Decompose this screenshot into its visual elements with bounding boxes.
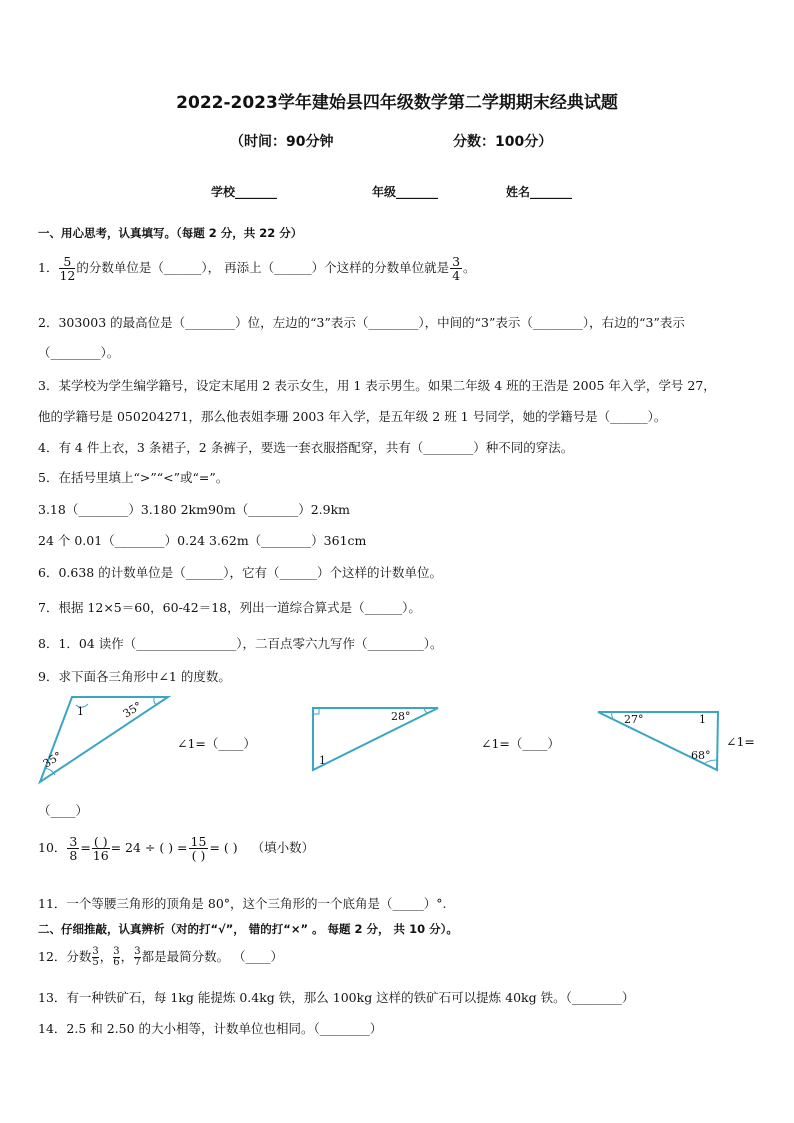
q1-fraction-b-num: 3 xyxy=(452,254,461,269)
section-1-heading: 一、用心思考，认真填写。（每题 2 分，共 22 分） xyxy=(38,226,303,240)
question-6: 6．0.638 的计数单位是（______），它有（______）个这样的计数单位。 xyxy=(38,565,442,580)
grade-field: 年级_______ xyxy=(372,185,439,199)
question-5-row-1: 3.18（________）3.180 2km90m（________）2.9km xyxy=(38,502,351,517)
triangle-1-label-c: 35° xyxy=(40,749,65,771)
question-9: 9．求下面各三角形中∠1 的度数。 xyxy=(38,669,231,684)
q12-label: 12．分数 xyxy=(38,949,92,964)
question-3-line-2: 他的学籍号是 050204271，那么他表姐李珊 2003 年入学，是五年级 2 班 1 号同学，她的学籍号是（______）。 xyxy=(38,409,667,424)
q10-fraction-2-num: ( ) xyxy=(93,834,108,849)
q10-fraction-2 xyxy=(92,835,110,862)
page-title: 2022-2023学年建始县四年级数学第二学期期末经典试题 xyxy=(176,93,618,113)
question-11: 11．一个等腰三角形的顶角是 80°，这个三角形的一个底角是（_____）°. xyxy=(38,896,447,911)
q1-number: 1． xyxy=(38,260,59,276)
question-8: 8．1．04 读作（________________），二百点零六九写作（_________）。 xyxy=(38,636,443,651)
question-12 xyxy=(38,947,283,968)
q1-fraction-a-num: 5 xyxy=(59,255,75,269)
q12-sep-2: ， xyxy=(120,949,134,964)
question-1 xyxy=(38,255,476,282)
q9-answer-2: ∠1=（____） xyxy=(481,736,560,751)
name-field: 姓名_______ xyxy=(506,185,573,199)
q10-fraction-3 xyxy=(189,835,209,862)
triangle-3-label-b: 1 xyxy=(699,713,706,726)
q10-fraction-2-den: 16 xyxy=(92,848,109,864)
triangle-figures xyxy=(0,690,794,800)
q10-fraction-1-num: 3 xyxy=(69,834,78,849)
q12-fraction-a xyxy=(92,947,98,968)
q1-fraction-a xyxy=(59,255,75,282)
q12-fraction-a-den: 5 xyxy=(92,957,99,968)
q12-sep-1: ， xyxy=(99,949,113,964)
question-14: 14．2.5 和 2.50 的大小相等，计数单位也相同。（________） xyxy=(38,1021,383,1036)
q1-suffix: 。 xyxy=(463,260,476,276)
q9-answer-3: ∠1= xyxy=(726,734,755,749)
exam-time: （时间：90分钟 xyxy=(230,134,334,150)
q1-fraction-b-den: 4 xyxy=(452,268,461,284)
q1-text: 的分数单位是（______）， 再添上（______）个这样的分数单位就是 xyxy=(76,260,450,276)
q12-fraction-c xyxy=(134,947,140,968)
question-7: 7．根据 12×5＝60，60-42＝18，列出一道综合算式是（______）。 xyxy=(38,600,421,615)
triangle-1 xyxy=(40,697,168,782)
q10-number: 10． xyxy=(38,840,67,856)
triangle-1-label-b: 35° xyxy=(120,699,145,721)
exam-score: 分数：100分） xyxy=(453,134,553,150)
q12-fraction-c-den: 7 xyxy=(134,957,141,968)
q12-suffix: 都是最简分数。 （____） xyxy=(141,949,284,964)
section-2-heading: 二、仔细推敲，认真辨析（对的打“√”， 错的打“×” 。 每题 2 分， 共 10 分）。 xyxy=(38,922,458,936)
triangle-2 xyxy=(313,708,438,770)
q12-fraction-c-num: 3 xyxy=(134,946,141,957)
q10-equals-1: = xyxy=(80,840,91,856)
q12-fraction-b xyxy=(113,947,119,968)
q1-fraction-b xyxy=(450,255,462,282)
question-2-line-1: 2．303003 的最高位是（________）位，左边的“3”表示（________），中间的“3”表示（________），右边的“3”表示 xyxy=(38,315,685,330)
question-5-row-2: 24 个 0.01（________）0.24 3.62m（________）361cm xyxy=(38,533,367,548)
q10-fraction-1-den: 8 xyxy=(69,848,78,864)
triangle-1-label-a: 1 xyxy=(77,705,84,718)
question-10 xyxy=(38,835,314,862)
q10-fraction-3-den: ( ) xyxy=(191,848,206,864)
triangle-2-label-a: 28° xyxy=(391,710,411,723)
q9-answer-1: ∠1=（____） xyxy=(177,736,256,751)
triangle-3-label-a: 27° xyxy=(624,713,644,726)
q10-division: = 24 ÷ ( ) = xyxy=(110,840,188,856)
q10-fraction-3-num: 15 xyxy=(190,834,207,849)
q12-fraction-b-den: 6 xyxy=(113,957,120,968)
question-3-line-1: 3．某学校为学生编学籍号，设定末尾用 2 表示女生，用 1 表示男生。如果二年级 4 班的王浩是 2005 年入学，学号 27， xyxy=(38,378,716,393)
question-4: 4．有 4 件上衣，3 条裙子，2 条裤子，要选一套衣服搭配穿，共有（________）种不同的穿法。 xyxy=(38,440,574,455)
school-field: 学校_______ xyxy=(211,185,278,199)
q12-fraction-a-num: 3 xyxy=(92,946,99,957)
triangle-2-label-b: 1 xyxy=(319,754,326,767)
q10-note: （填小数） xyxy=(251,840,315,856)
q10-fraction-1 xyxy=(67,835,79,862)
q12-fraction-b-num: 3 xyxy=(113,946,120,957)
q10-equals-3: = ( ) xyxy=(209,840,238,856)
question-13: 13．有一种铁矿石，每 1kg 能提炼 0.4kg 铁，那么 100kg 这样的铁矿石可以提炼 40kg 铁。（________） xyxy=(38,990,635,1005)
question-5: 5．在括号里填上“>”“<”或“=”。 xyxy=(38,470,229,485)
question-2-line-2: （________）。 xyxy=(38,345,120,360)
q9-answer-3-blank: （____） xyxy=(38,803,89,818)
q1-fraction-a-den: 12 xyxy=(59,268,76,284)
triangle-3-label-c: 68° xyxy=(691,749,711,762)
